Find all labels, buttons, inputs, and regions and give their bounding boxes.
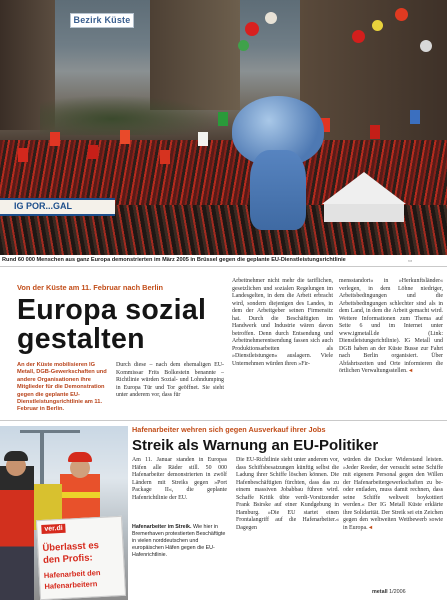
inflatable-figure-body: [250, 150, 306, 230]
sign-line-2: den Profis:: [42, 552, 93, 566]
worker: [0, 466, 34, 600]
photo-caption: Rund 60 000 Menschen aus ganz Europa demonstrierten im März 2005 in Brüssel gegen die geplante EU-Dienstleistungsrichtlinie: [2, 257, 346, 263]
page-footer: [372, 589, 406, 595]
harbor-crane: [40, 430, 44, 490]
article1-lead: An der Küste mobilisieren IG Metall, DGB-Gewerkschaften und andere Organisationen ihre Mitglieder für die Demonstration gegen die geplante EU-Dienstleistungsrichtlinie am 11. Februar in Berlin.: [17, 362, 107, 413]
article1-column-1: Durch diese – nach dem ehemaligen EU-Kommissar Frits Bolkestein benannte – Richtlinie würden Sozial- und Lohndumping in Europa Tür und Tor geöffnet. Sie sieht unter anderem vor, dass für: [116, 362, 224, 398]
protest-banner: [0, 198, 115, 216]
flag: [370, 125, 380, 139]
hard-hat: [68, 452, 92, 462]
sign-line-1: Überlasst es: [42, 540, 100, 554]
article2-photo-caption-text: Wie hier in Bremerhaven protestierten Beschäftigte in vielen norddeutschen und europäischen Häfen gegen die EU-Hafenrichtlinie.: [132, 524, 226, 558]
article2-photo-caption: [132, 524, 228, 559]
section-tag: Bezirk Küste: [70, 13, 134, 28]
article2-column-3: [343, 457, 443, 532]
article2-column-3-text: würden die Docker Widerstand leisten. »Jeder Reeder, der versucht seine Schiffe mit eigenem Personal gegen den Willen der Hafenarbeitergewerkschaften zu be- oder entladen, muss damit rechnen, dass seine Schiffe weltweit boykottiert werden.« Der IG Metall Küste erklärte ihre Solidarität. Der Streik sei ein Zeichen gegen den weltweiten Wettbewerb sowie in Europa.: [343, 457, 443, 531]
tent: [322, 172, 406, 204]
article1-column-2: Arbeitnehmer nicht mehr die tariflichen, gesetzlichen und sozialen Regelungen im Landesgelten, in dem die Arbeit erbracht wird, sondern diejenigen des Landes, in dem der Arbeitgeber seinen Firmensitz hat. Durch die Beschäftigten im Handwerk und Industrie wären davon betroffen. Denn durch Entsendung und Arbeitnehmerentsendung fassen sich auch Produktionsarbeiten als »Dienstleistungen« auslagern. Viele Unternehmen würden ihren »Fir-: [232, 278, 333, 367]
balloon: [245, 22, 259, 36]
sign-verdi-logo: ver.di: [41, 524, 66, 534]
article1-kicker: Von der Küste am 11. Februar nach Berlin: [17, 283, 164, 292]
divider: [0, 266, 447, 267]
flag: [218, 112, 228, 126]
article1-headline-line2: gestalten: [17, 323, 145, 355]
article1-column-3: [339, 278, 443, 376]
balloon: [395, 8, 408, 21]
flag: [50, 132, 60, 146]
footer-magazine: metall: [372, 589, 388, 595]
article2-kicker: Hafenarbeiter wehren sich gegen Ausverkauf ihrer Jobs: [132, 425, 326, 434]
balloon: [238, 40, 249, 51]
hard-hat: [4, 451, 28, 461]
tent-base: [324, 204, 404, 222]
flag: [160, 150, 170, 164]
balloon: [265, 12, 277, 24]
article1-headline: [17, 296, 217, 354]
flag: [410, 110, 420, 124]
protest-banner-text: IG POR...GAL: [14, 201, 73, 211]
flag: [198, 132, 208, 146]
article1-headline-line1: Europa sozial: [17, 294, 207, 326]
harbor-crane-arm: [20, 430, 80, 433]
divider: [0, 420, 447, 421]
article2-headline: Streik als Warnung an EU-Politiker: [132, 437, 379, 454]
flag: [88, 145, 98, 159]
sign-line-3: Hafenarbeit den: [43, 568, 101, 580]
dock-workers-photo: [0, 426, 128, 600]
article1-column-3-text: mensstandort« in »Herkunftsländer« verlegen, in dem Löhne niedriger, Arbeitsbedingungen und die Arbeitsbedingungen schlechter sind als in dem Land, in dem die Arbeit gemacht wird. Weitere Informationen zum Thema auf Seite 6 und im Internet unter www.igmetall.de (Link: Dienstleistungsrichtlinie). IG Metall und DGB haben an der Küste Busse zur Fahrt nach Berlin organisiert. Über Abfahrtszeiten und Orte informieren die örtlichen Verwaltungsstellen.: [339, 278, 443, 374]
article2-column-1: Am 11. Januar standen in Europas Häfen alle Räder still. 50 000 Hafenarbeiter demonstrierten in zwölf Ländern mit Streiks gegen »Port Package II«, die geplante Hafenrichtlinie der EU.: [132, 457, 227, 501]
photo-credit-mark: ▭: [408, 258, 413, 263]
balloon: [372, 20, 383, 31]
balloon: [352, 30, 365, 43]
protest-sign: [36, 516, 126, 600]
article1-end-mark-icon: ◂: [409, 368, 413, 374]
article2-photo-caption-bold: Hafenarbeiter im Streik.: [132, 524, 192, 530]
footer-issue: 1/2006: [389, 589, 406, 595]
building-center: [150, 0, 240, 110]
article2-column-2: Die EU-Richtlinie sieht unter anderem vor, dass Schiffsbesatzungen künftig selbst die Ladung ihrer Schiffe löschen können. Die Hafenbeschäftigten fürchten, dass das zu einem massiven Jobabbau führen wird. Schaffe Kritik übte verdi-Vorsitzender Frank Bsirske auf einer Kundgebung in Hamburg. »Die EU startet einen Frontalangriff auf die Hafenarbeiter.« Dagegen: [236, 457, 339, 531]
demonstration-photo: [0, 0, 447, 255]
article2-end-mark-icon: ◂: [369, 524, 372, 531]
flag: [18, 148, 28, 162]
sign-line-4: Hafenarbeitern: [44, 579, 98, 591]
balloon: [420, 40, 432, 52]
flag: [120, 130, 130, 144]
trees: [40, 95, 220, 135]
